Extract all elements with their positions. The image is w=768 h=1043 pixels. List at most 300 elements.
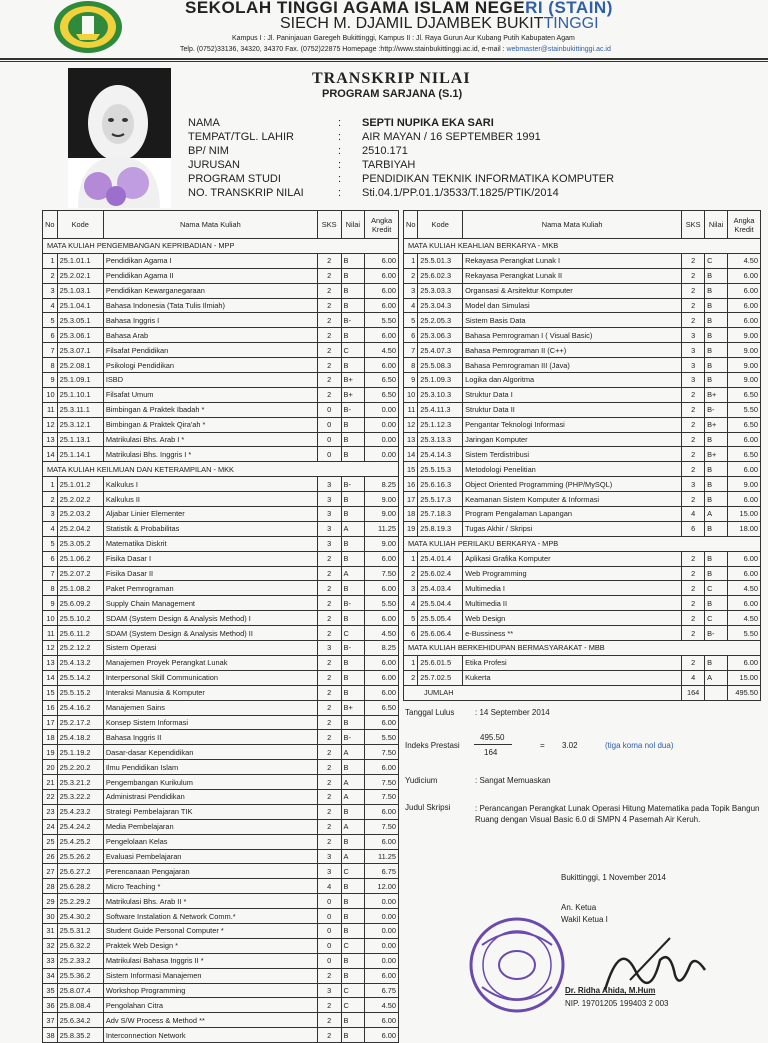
course-no: 7 [43,566,58,581]
course-credit: 9.00 [365,492,399,507]
course-row [404,343,761,358]
course-code: 25.2.03.2 [57,507,103,522]
course-name: Supply Chain Management [103,596,317,611]
course-row [43,760,399,775]
course-row [43,715,399,730]
course-name: Statistik & Probabilitas [103,521,317,536]
course-code: 25.3.04.3 [418,298,463,313]
course-no: 16 [43,700,58,715]
course-name: Model dan Simulasi [463,298,682,313]
student-info-value: 2510.171 [362,145,408,157]
gpa-label: Indeks Prestasi [405,741,460,750]
course-name: Administrasi Pendidikan [103,789,317,804]
course-grade: B [705,313,728,328]
course-grade: B [341,268,365,283]
course-row [43,507,399,522]
course-code: 25.6.01.5 [418,655,463,670]
course-sks: 0 [317,909,341,924]
course-no: 6 [404,626,418,641]
course-grade: B [341,923,365,938]
course-code: 25.5.04.4 [418,596,463,611]
course-row [43,655,399,670]
student-info-row [188,144,614,158]
course-code: 25.4.11.3 [418,402,463,417]
course-grade: C [341,864,365,879]
course-row [43,373,399,388]
course-grade: B [341,968,365,983]
course-code: 25.2.02.1 [57,268,103,283]
course-no: 13 [43,655,58,670]
col-sks: SKS [682,211,705,239]
course-credit: 6.00 [365,760,399,775]
course-credit: 0.00 [365,909,399,924]
course-code: 25.3.05.1 [57,313,103,328]
course-credit: 9.00 [728,328,761,343]
course-sks: 4 [682,507,705,522]
course-grade: B+ [341,387,365,402]
course-grade: A [341,566,365,581]
course-sks: 0 [317,938,341,953]
col-no: No [404,211,418,239]
course-credit: 7.50 [365,745,399,760]
course-credit: 6.50 [365,387,399,402]
course-code: 25.6.02.3 [418,268,463,283]
course-code: 25.1.14.1 [57,447,103,462]
course-row [43,864,399,879]
document-subtitle: PROGRAM SARJANA (S.1) [322,88,463,100]
course-name: Metodologi Penelitian [463,462,682,477]
section-header-row [404,536,761,551]
course-no: 14 [404,447,418,462]
course-sks: 3 [317,536,341,551]
course-no: 1 [43,253,58,268]
course-grade: B- [341,730,365,745]
student-info-value: Sti.04.1/PP.01.1/3533/T.1825/PTIK/2014 [362,187,559,199]
course-code: 25.3.12.1 [57,417,103,432]
course-grade: A [341,849,365,864]
course-name: Program Pengalaman Lapangan [463,507,682,522]
course-credit: 8.25 [365,477,399,492]
course-credit: 0.00 [365,432,399,447]
course-sks: 2 [317,745,341,760]
course-code: 25.1.01.2 [57,477,103,492]
course-name: Psikologi Pendidikan [103,358,317,373]
course-sks: 0 [317,894,341,909]
student-info-colon: : [338,117,342,129]
course-sks: 2 [317,804,341,819]
student-info-label: JURUSAN [188,159,240,171]
course-grade: B+ [705,387,728,402]
course-no: 9 [43,596,58,611]
course-row [43,492,399,507]
course-row [43,283,399,298]
course-credit: 5.50 [365,596,399,611]
course-name: Manajemen Proyek Perangkat Lunak [103,655,317,670]
course-credit: 6.00 [365,611,399,626]
course-name: Pengelolaan Kelas [103,834,317,849]
course-credit: 6.00 [365,968,399,983]
course-row [404,387,761,402]
course-code: 25.2.08.1 [57,358,103,373]
course-no: 28 [43,879,58,894]
course-row [404,492,761,507]
course-code: 25.6.06.4 [418,626,463,641]
course-name: Interpersonal Skill Communication [103,670,317,685]
course-row [43,998,399,1013]
course-grade: B [705,358,728,373]
course-no: 24 [43,819,58,834]
course-no: 3 [404,283,418,298]
course-grade: B [341,283,365,298]
course-no: 5 [43,536,58,551]
course-row [43,521,399,536]
section-title: MATA KULIAH PERILAKU BERKARYA - MPB [404,536,761,551]
student-info-colon: : [338,159,342,171]
course-no: 9 [43,373,58,388]
course-grade: C [341,938,365,953]
course-code: 25.5.01.3 [418,253,463,268]
course-no: 17 [43,715,58,730]
course-credit: 0.00 [365,894,399,909]
course-grade: B [341,253,365,268]
course-grade: B [341,894,365,909]
course-code: 25.1.08.2 [57,581,103,596]
course-no: 11 [43,626,58,641]
left-grades-table [42,210,399,1043]
course-code: 25.5.31.2 [57,923,103,938]
course-credit: 5.50 [365,730,399,745]
course-no: 1 [404,655,418,670]
course-sks: 2 [317,313,341,328]
course-no: 3 [404,581,418,596]
institution-contact: Telp. (0752)33136, 34320, 34370 Fax. (0752)22875 Homepage :http://www.stainbukittinggi.ac.id, e-mail : webmaster@stainbukittinggi.ac.id [180,46,611,53]
course-no: 10 [404,387,418,402]
course-name: Matematika Diskrit [103,536,317,551]
course-sks: 6 [682,521,705,536]
course-name: Interaksi Manusia & Komputer [103,685,317,700]
course-no: 38 [43,1028,58,1043]
course-sks: 3 [682,477,705,492]
total-sks: 164 [682,685,705,700]
course-sks: 3 [317,864,341,879]
course-name: Matrikulasi Bhs. Inggris I * [103,447,317,462]
section-header-row [43,239,399,254]
course-credit: 9.00 [365,536,399,551]
course-no: 11 [43,402,58,417]
course-credit: 4.50 [365,998,399,1013]
course-sks: 0 [317,432,341,447]
student-info-colon: : [338,173,342,185]
course-grade: B [341,760,365,775]
course-no: 30 [43,909,58,924]
course-sks: 3 [682,328,705,343]
course-no: 13 [43,432,58,447]
course-sks: 2 [317,387,341,402]
course-name: Struktur Data I [463,387,682,402]
institution-name: SEKOLAH TINGGI AGAMA ISLAM NEGERI (STAIN) [185,0,613,17]
course-name: Pendidikan Agama I [103,253,317,268]
course-name: Pendidikan Agama II [103,268,317,283]
course-row [43,685,399,700]
course-credit: 7.50 [365,775,399,790]
course-code: 25.3.03.3 [418,283,463,298]
course-sks: 3 [317,521,341,536]
gpa-numerator: 495.50 [480,733,505,742]
course-sks: 2 [682,655,705,670]
course-code: 25.5.05.4 [418,611,463,626]
course-row [43,983,399,998]
course-no: 18 [43,730,58,745]
course-name: Software Instalation & Network Comm.* [103,909,317,924]
course-grade: B [341,909,365,924]
course-no: 20 [43,760,58,775]
course-sks: 2 [682,551,705,566]
course-name: Logika dan Algoritma [463,373,682,388]
course-sks: 2 [317,373,341,388]
course-credit: 0.00 [365,953,399,968]
course-no: 8 [43,358,58,373]
section-header-row [404,641,761,656]
course-sks: 2 [317,343,341,358]
course-sks: 2 [682,432,705,447]
course-name: Bahasa Indonesia (Tata Tulis Ilmiah) [103,298,317,313]
course-grade: B [705,343,728,358]
course-credit: 6.00 [365,551,399,566]
course-sks: 4 [317,879,341,894]
course-credit: 4.50 [728,581,761,596]
col-kode: Kode [57,211,103,239]
course-name: Paket Pemrograman [103,581,317,596]
course-no: 1 [404,551,418,566]
section-header-row [43,462,399,477]
course-sks: 0 [317,417,341,432]
student-photo [68,68,171,208]
course-code: 25.2.12.2 [57,641,103,656]
course-code: 25.2.29.2 [57,894,103,909]
course-sks: 2 [682,268,705,283]
course-no: 16 [404,477,418,492]
course-credit: 5.50 [728,626,761,641]
col-nama: Nama Mata Kuliah [463,211,682,239]
course-no: 2 [404,566,418,581]
course-row [43,953,399,968]
course-code: 25.7.02.5 [418,670,463,685]
course-credit: 6.00 [365,253,399,268]
course-code: 25.2.17.2 [57,715,103,730]
course-row [43,343,399,358]
course-no: 2 [404,268,418,283]
course-row [43,387,399,402]
course-sks: 2 [317,581,341,596]
course-grade: B [341,879,365,894]
course-code: 25.3.13.3 [418,432,463,447]
course-code: 25.1.09.3 [418,373,463,388]
course-grade: B+ [341,700,365,715]
course-code: 25.6.27.2 [57,864,103,879]
course-code: 25.3.07.1 [57,343,103,358]
course-code: 25.5.08.3 [418,358,463,373]
course-code: 25.6.34.2 [57,1013,103,1028]
course-code: 25.4.30.2 [57,909,103,924]
thesis-value: : Perancangan Perangkat Lunak Operasi Hitung Matematika pada Topik Bangun Ruang dengan Visual Basic 6.0 di SMPN 4 Pasemah Air Keruh. [475,804,760,824]
course-grade: B [341,492,365,507]
course-grade: B+ [705,447,728,462]
course-grade: B [341,417,365,432]
gpa-value: 3.02 [562,741,578,750]
course-code: 25.8.35.2 [57,1028,103,1043]
course-code: 25.7.18.3 [418,507,463,522]
course-credit: 0.00 [365,417,399,432]
course-grade: B- [705,626,728,641]
course-row [404,283,761,298]
course-grade: A [341,789,365,804]
course-name: Manajemen Sains [103,700,317,715]
course-grade: C [705,253,728,268]
course-code: 25.4.01.4 [418,551,463,566]
course-sks: 2 [317,655,341,670]
course-code: 25.3.22.2 [57,789,103,804]
course-grade: B [341,1013,365,1028]
course-credit: 6.00 [728,432,761,447]
course-no: 32 [43,938,58,953]
course-name: Bahasa Inggris II [103,730,317,745]
student-info-label: NO. TRANSKRIP NILAI [188,187,304,199]
course-sks: 3 [317,983,341,998]
course-name: Sistem Operasi [103,641,317,656]
course-credit: 6.00 [728,596,761,611]
section-header-row [404,239,761,254]
gpa-denominator: 164 [484,748,498,757]
course-row [43,417,399,432]
course-no: 10 [43,387,58,402]
course-grade: B [705,462,728,477]
course-credit: 9.00 [728,358,761,373]
course-row [43,745,399,760]
course-name: Web Programming [463,566,682,581]
course-row [43,596,399,611]
course-credit: 6.00 [728,298,761,313]
course-code: 25.3.21.2 [57,775,103,790]
course-no: 2 [43,492,58,507]
course-no: 2 [43,268,58,283]
course-code: 25.3.06.3 [418,328,463,343]
course-sks: 2 [317,789,341,804]
course-row [43,566,399,581]
course-no: 6 [43,551,58,566]
course-no: 6 [43,328,58,343]
course-name: Bahasa Pemrograman III (Java) [463,358,682,373]
course-code: 25.6.28.2 [57,879,103,894]
course-row [43,626,399,641]
course-no: 9 [404,373,418,388]
course-name: Ilmu Pendidikan Islam [103,760,317,775]
course-credit: 6.00 [728,268,761,283]
student-info-row [188,130,614,144]
course-grade: B [341,507,365,522]
course-no: 5 [43,313,58,328]
course-sks: 3 [682,358,705,373]
course-row [43,328,399,343]
course-sks: 2 [317,998,341,1013]
course-row [43,789,399,804]
course-grade: B [705,373,728,388]
course-grade: B+ [705,417,728,432]
course-code: 25.4.14.3 [418,447,463,462]
student-info-row [188,172,614,186]
course-name: Aljabar Linier Elementer [103,507,317,522]
gpa-fraction-line [474,744,512,745]
course-row [43,581,399,596]
course-row [404,462,761,477]
signing-place-date: Bukittinggi, 1 November 2014 [561,873,666,882]
course-credit: 11.25 [365,849,399,864]
course-grade: B- [341,596,365,611]
course-no: 15 [404,462,418,477]
gpa-words: (tiga koma nol dua) [605,741,674,750]
course-sks: 0 [317,447,341,462]
course-code: 25.1.09.1 [57,373,103,388]
course-credit: 6.50 [728,387,761,402]
total-label: JUMLAH [404,685,682,700]
course-sks: 2 [317,596,341,611]
course-name: Rekayasa Perangkat Lunak I [463,253,682,268]
course-row [404,417,761,432]
course-sks: 2 [317,253,341,268]
graduation-date-label: Tanggal Lulus [405,708,455,717]
course-sks: 2 [682,417,705,432]
course-code: 25.5.10.2 [57,611,103,626]
course-name: Praktek Web Design * [103,938,317,953]
course-credit: 11.25 [365,521,399,536]
student-info-value: SEPTI NUPIKA EKA SARI [362,117,494,129]
course-credit: 4.50 [728,611,761,626]
course-grade: C [705,611,728,626]
document-title: TRANSKRIP NILAI [312,70,471,87]
course-credit: 9.00 [728,373,761,388]
course-no: 14 [43,670,58,685]
course-grade: B [341,953,365,968]
course-no: 7 [404,343,418,358]
course-grade: C [341,343,365,358]
course-code: 25.4.18.2 [57,730,103,745]
course-code: 25.8.19.3 [418,521,463,536]
course-row [404,268,761,283]
course-sks: 2 [317,1013,341,1028]
course-name: Object Oriented Programming (PHP/MySQL) [463,477,682,492]
course-code: 25.5.15.3 [418,462,463,477]
student-info [188,116,614,200]
course-no: 6 [404,328,418,343]
course-name: Rekayasa Perangkat Lunak II [463,268,682,283]
course-grade: B [341,551,365,566]
course-code: 25.3.10.3 [418,387,463,402]
course-sks: 2 [317,268,341,283]
course-name: Matrikulasi Bhs. Arab II * [103,894,317,909]
course-row [43,268,399,283]
course-sks: 2 [317,685,341,700]
course-grade: C [705,581,728,596]
course-row [43,611,399,626]
course-name: SDAM (System Design & Analysis Method) I [103,611,317,626]
course-credit: 9.00 [728,477,761,492]
course-sks: 2 [317,358,341,373]
course-code: 25.1.03.1 [57,283,103,298]
course-credit: 4.50 [365,343,399,358]
course-credit: 5.50 [728,402,761,417]
course-no: 36 [43,998,58,1013]
course-grade: B [705,283,728,298]
course-no: 27 [43,864,58,879]
